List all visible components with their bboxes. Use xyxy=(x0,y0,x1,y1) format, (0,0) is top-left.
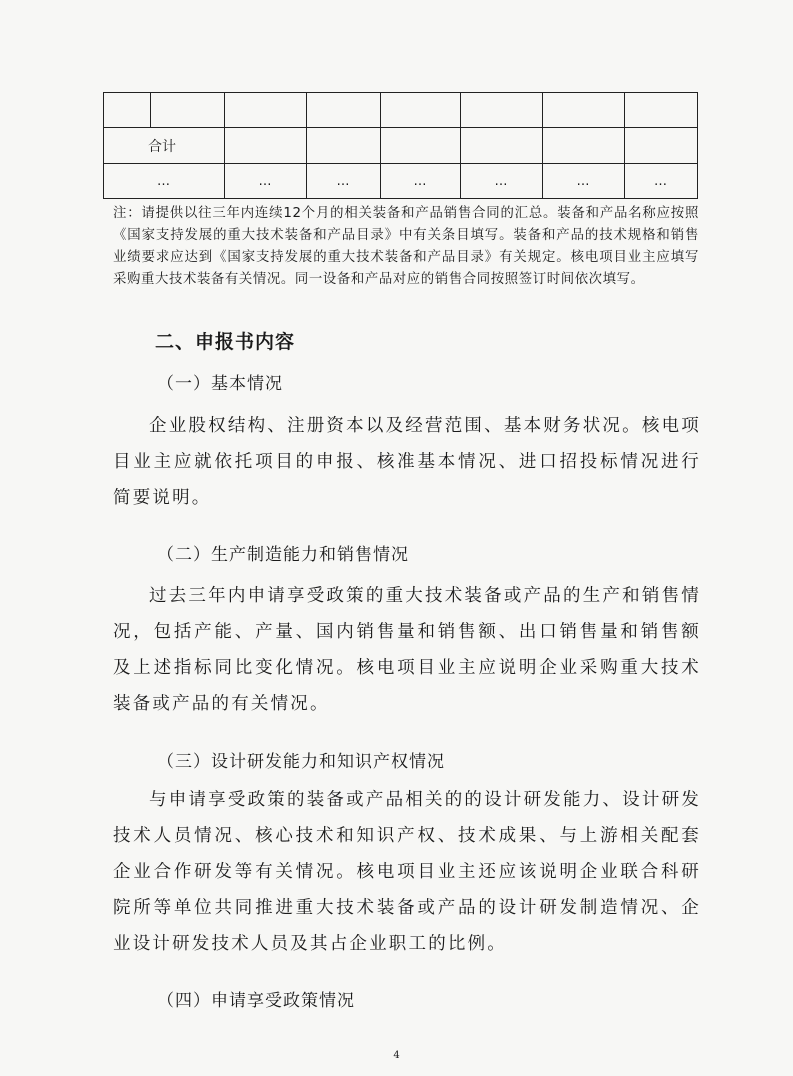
ellipsis-cell: … xyxy=(461,164,543,199)
table-row-ellipsis xyxy=(104,164,698,199)
page-number: 4 xyxy=(393,1050,400,1061)
ellipsis-cell: … xyxy=(104,164,225,199)
paragraph: 过去三年内申请享受政策的重大技术装备或产品的生产和销售情况，包括产能、产量、国内销售量和销售额、出口销售量和销售额及上述指标同比变化情况。核电项目业主应说明企业采购重大技术装备或产品的有关情况。 xyxy=(113,586,701,714)
ellipsis-cell: … xyxy=(307,164,381,199)
subsection-heading: （二）生产制造能力和销售情况 xyxy=(157,545,409,565)
total-label: 合计 xyxy=(104,128,225,164)
paragraph: 企业股权结构、注册资本以及经营范围、基本财务状况。核电项目业主应就依托项目的申报、核准基本情况、进口招投标情况进行简要说明。 xyxy=(113,416,701,508)
subsection-heading: （三）设计研发能力和知识产权情况 xyxy=(157,752,445,772)
table-footnote: 注：请提供以往三年内连续12个月的相关装备和产品销售合同的汇总。装备和产品名称应按照《国家支持发展的重大技术装备和产品目录》中有关条目填写。装备和产品的技术规格和销售业绩要求应达到《国家支持发展的重大技术装备和产品目录》有关规定。核电项目业主应填写采购重大技术装备有关情况。同一设备和产品对应的销售合同按照签订时间依次填写。 xyxy=(113,206,699,287)
ellipsis-cell: … xyxy=(225,164,307,199)
subsection-heading: （四）申请享受政策情况 xyxy=(157,991,355,1011)
sales-contract-table xyxy=(103,92,698,199)
ellipsis-cell: … xyxy=(625,164,698,199)
paragraph: 与申请享受政策的装备或产品相关的的设计研发能力、设计研发技术人员情况、核心技术和知识产权、技术成果、与上游相关配套企业合作研发等有关情况。核电项目业主还应该说明企业联合科研院所等单位共同推进重大技术装备或产品的设计研发制造情况、企业设计研发技术人员及其占企业职工的比例。 xyxy=(113,790,701,954)
table-row xyxy=(104,93,698,128)
ellipsis-cell: … xyxy=(381,164,461,199)
subsection-heading: （一）基本情况 xyxy=(157,374,283,394)
section-title: 二、申报书内容 xyxy=(155,331,296,353)
table-row-total xyxy=(104,128,698,164)
ellipsis-cell: … xyxy=(543,164,625,199)
